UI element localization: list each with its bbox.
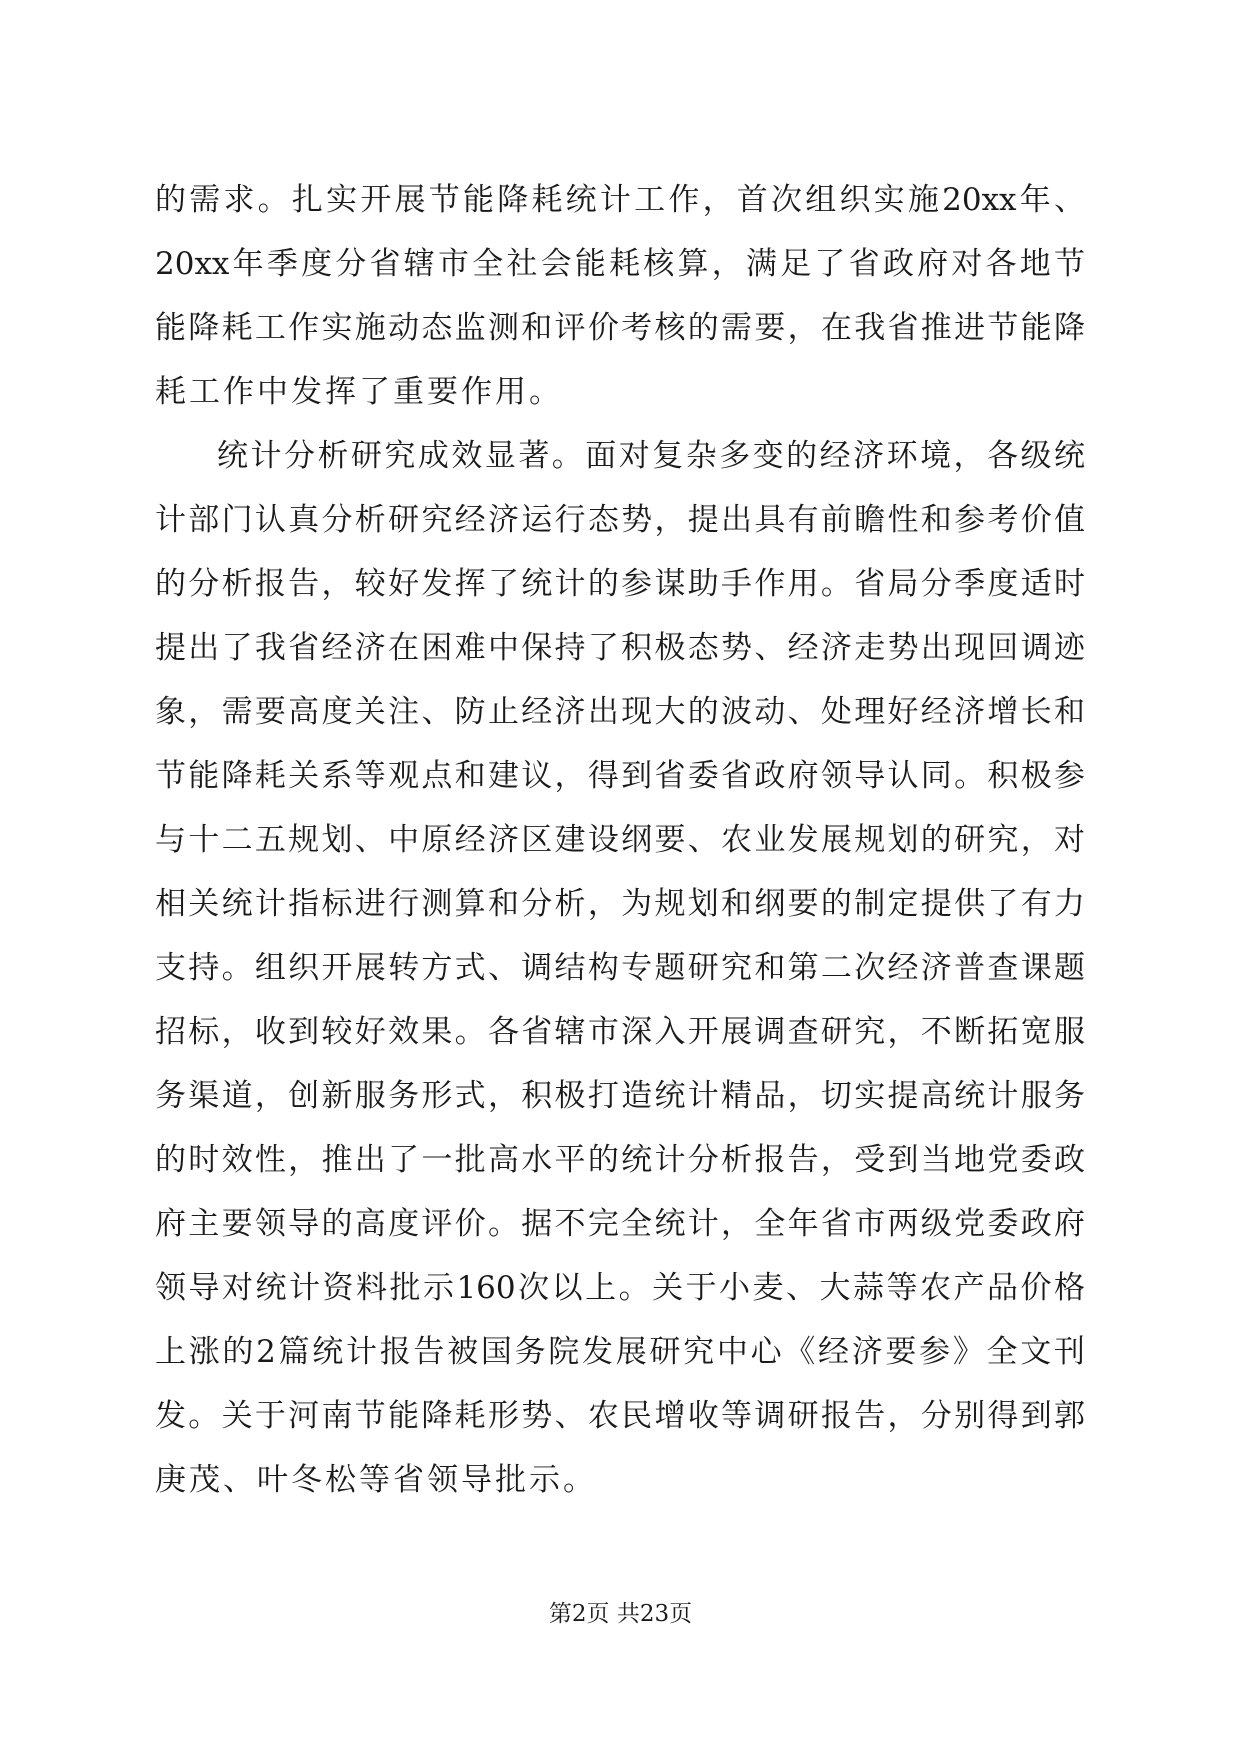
text-line [155, 744, 1085, 808]
text-line-content: 的分析报告，较好发挥了统计的参谋助手作用。省局分季度适时 [155, 566, 1085, 602]
text-line [155, 936, 1085, 1000]
document-body [155, 168, 1085, 1512]
text-line [155, 1320, 1085, 1384]
text-line [155, 1000, 1085, 1064]
text-line [155, 168, 1085, 232]
text-line [155, 808, 1085, 872]
text-line-content: 招标，收到较好效果。各省辖市深入开展调查研究，不断拓宽服 [155, 1014, 1085, 1050]
text-line-content: 相关统计指标进行测算和分析，为规划和纲要的制定提供了有力 [155, 886, 1085, 922]
text-line [155, 552, 1085, 616]
text-line-content: 象，需要高度关注、防止经济出现大的波动、处理好经济增长和 [155, 694, 1085, 730]
text-line-content: 务渠道，创新服务形式，积极打造统计精品，切实提高统计服务 [155, 1078, 1085, 1114]
text-line [155, 616, 1085, 680]
text-line-content: 节能降耗关系等观点和建议，得到省委省政府领导认同。积极参 [155, 758, 1085, 794]
text-line [155, 1448, 1085, 1512]
text-line [155, 1256, 1085, 1320]
text-line [155, 680, 1085, 744]
page-number-label: 第2页 共23页 [548, 1601, 693, 1627]
text-line-content: 计部门认真分析研究经济运行态势，提出具有前瞻性和参考价值 [155, 502, 1085, 538]
text-line [155, 1192, 1085, 1256]
text-line [155, 232, 1085, 296]
text-line-content: 的需求。扎实开展节能降耗统计工作，首次组织实施20xx年、 [155, 182, 1085, 218]
text-line [155, 1064, 1085, 1128]
text-line [155, 296, 1085, 360]
text-line-content: 庚茂、叶冬松等省领导批示。 [155, 1462, 597, 1498]
text-line-content: 发。关于河南节能降耗形势、农民增收等调研报告，分别得到郭 [155, 1398, 1085, 1434]
text-line [155, 424, 1085, 488]
text-line-content: 能降耗工作实施动态监测和评价考核的需要，在我省推进节能降 [155, 310, 1085, 346]
text-line-content: 府主要领导的高度评价。据不完全统计，全年省市两级党委政府 [155, 1206, 1085, 1242]
text-line [155, 1128, 1085, 1192]
text-line [155, 360, 1085, 424]
text-line [155, 488, 1085, 552]
text-line-content: 领导对统计资料批示160次以上。关于小麦、大蒜等农产品价格 [155, 1270, 1085, 1306]
text-line-content: 上涨的2篇统计报告被国务院发展研究中心《经济要参》全文刊 [155, 1334, 1085, 1370]
text-line-content: 耗工作中发挥了重要作用。 [155, 374, 563, 410]
text-line-content: 提出了我省经济在困难中保持了积极态势、经济走势出现回调迹 [155, 630, 1085, 666]
text-line-content: 的时效性，推出了一批高水平的统计分析报告，受到当地党委政 [155, 1142, 1085, 1178]
text-line-content: 与十二五规划、中原经济区建设纲要、农业发展规划的研究，对 [155, 822, 1085, 858]
page-footer [0, 1595, 1241, 1628]
text-line [155, 1384, 1085, 1448]
text-line-content: 统计分析研究成效显著。面对复杂多变的经济环境，各级统 [217, 438, 1085, 474]
text-line-content: 20xx年季度分省辖市全社会能耗核算，满足了省政府对各地节 [155, 246, 1085, 282]
text-line-content: 支持。组织开展转方式、调结构专题研究和第二次经济普查课题 [155, 950, 1085, 986]
text-line [155, 872, 1085, 936]
